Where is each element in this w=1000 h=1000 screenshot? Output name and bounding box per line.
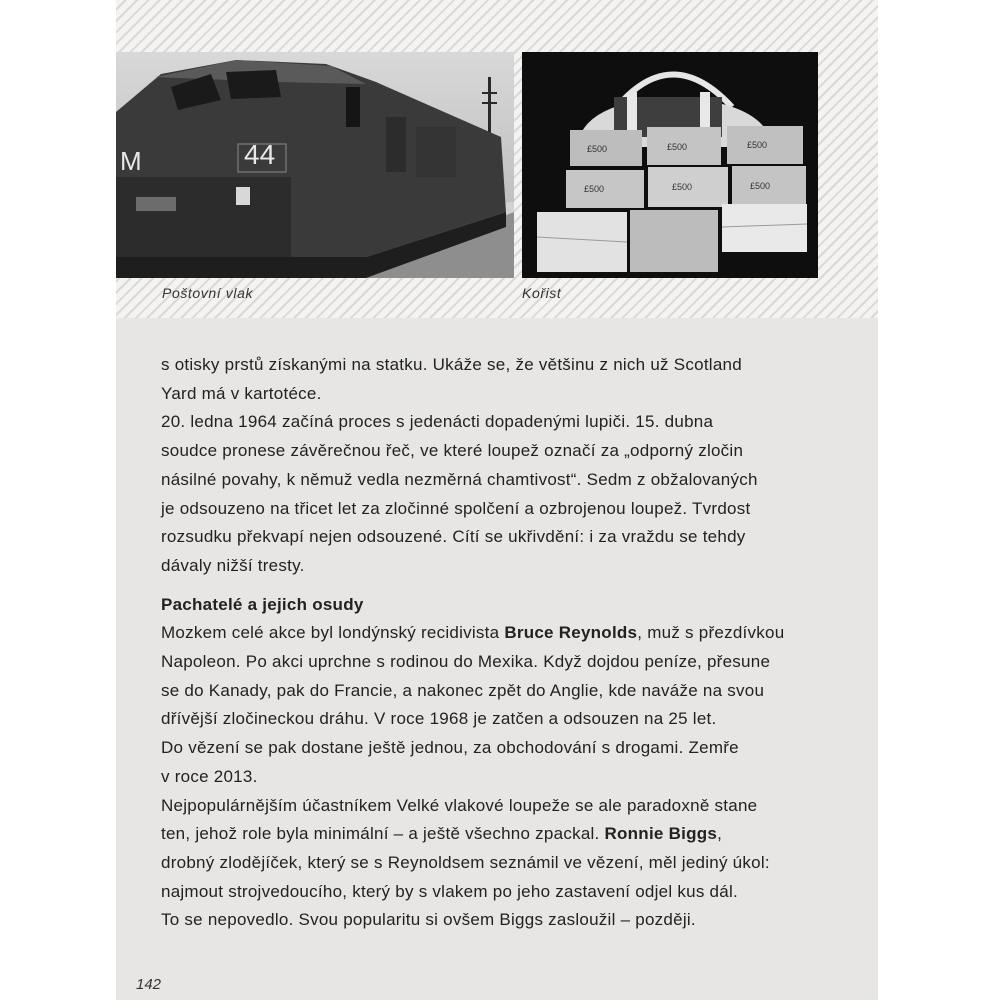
text-line: Nejpopulárnějším účastníkem Velké vlakové loupeže se ale paradoxně stane <box>161 795 758 815</box>
section-heading: Pachatelé a jejich osudy <box>161 594 364 614</box>
paragraph-gap <box>161 581 861 591</box>
text-line: soudce pronese závěrečnou řeč, ve které loupež označí za „odporný zločin <box>161 441 744 461</box>
text-line: Napoleon. Po akci uprchne s rodinou do Mexika. Když dojdou peníze, přesune <box>161 652 771 672</box>
text-line: s otisky prstů získanými na statku. Ukáže se, že většinu z nich už Scotland <box>161 355 742 374</box>
text-line: To se nepovedlo. Svou popularitu si ovšem Biggs zasloužil – později. <box>161 910 696 930</box>
book-page <box>116 0 878 1000</box>
text-line: 20. ledna 1964 začíná proces s jedenácti dopadenými lupiči. 15. dubna <box>161 412 714 432</box>
wrapper-label: £500 <box>747 140 768 150</box>
text-line: dávaly nižší tresty. <box>161 555 305 575</box>
text-line: v roce 2013. <box>161 766 258 786</box>
wrapper-label: £500 <box>584 184 605 194</box>
bold-name-biggs: Ronnie Biggs <box>604 824 718 844</box>
page-number: 142 <box>136 976 162 993</box>
text-line: Do vězení se pak dostane ještě jednou, za obchodování s drogami. Zemře <box>161 738 739 758</box>
wrapper-label: £500 <box>667 142 688 152</box>
text-line <box>161 820 861 849</box>
text-run: , muž s přezdívkou <box>637 623 785 643</box>
train-photo <box>116 52 514 278</box>
wrapper-label: £500 <box>672 182 693 192</box>
text-line: se do Kanady, pak do Francie, a nakonec zpět do Anglie, kde naváže na svou <box>161 680 765 700</box>
text-line: rozsudku překvapí nejen odsouzené. Cítí se ukřivdění: i za vraždu se tehdy <box>161 527 746 547</box>
text-run: , <box>717 824 723 844</box>
train-caption: Poštovní vlak <box>162 285 254 301</box>
text-run: ten, jehož role byla minimální – a ještě všechno zpackal. <box>161 824 605 844</box>
text-run: Mozkem celé akce byl londýnský recidivista <box>161 623 505 643</box>
loot-caption: Kořist <box>522 285 562 301</box>
wrapper-label: £500 <box>750 181 771 191</box>
text-line: násilné povahy, k němuž vedla nezměrná chamtivost“. Sedm z obžalovaných <box>161 469 758 489</box>
text-line <box>161 619 861 648</box>
text-line: Yard má v kartotéce. <box>161 383 322 403</box>
wrapper-label: £500 <box>587 144 608 154</box>
article-text <box>161 351 861 935</box>
loot-photo <box>522 52 818 278</box>
text-line: je odsouzeno na třicet let za zločinné spolčení a ozbrojenou loupež. Tvrdost <box>161 498 751 518</box>
loco-letter-m: M <box>120 146 142 176</box>
text-line: drobný zlodějíček, který se s Reynoldsem seznámil ve vězení, měl jediný úkol: <box>161 852 770 872</box>
text-line: dřívější zločineckou dráhu. V roce 1968 je zatčen a odsouzen na 25 let. <box>161 709 717 729</box>
bold-name-reynolds: Bruce Reynolds <box>504 623 638 643</box>
text-line: najmout strojvedoucího, který by s vlakem po jeho zastavení odjel kus dál. <box>161 881 738 901</box>
photo-band <box>116 0 878 318</box>
loco-number: 44 <box>244 139 276 170</box>
